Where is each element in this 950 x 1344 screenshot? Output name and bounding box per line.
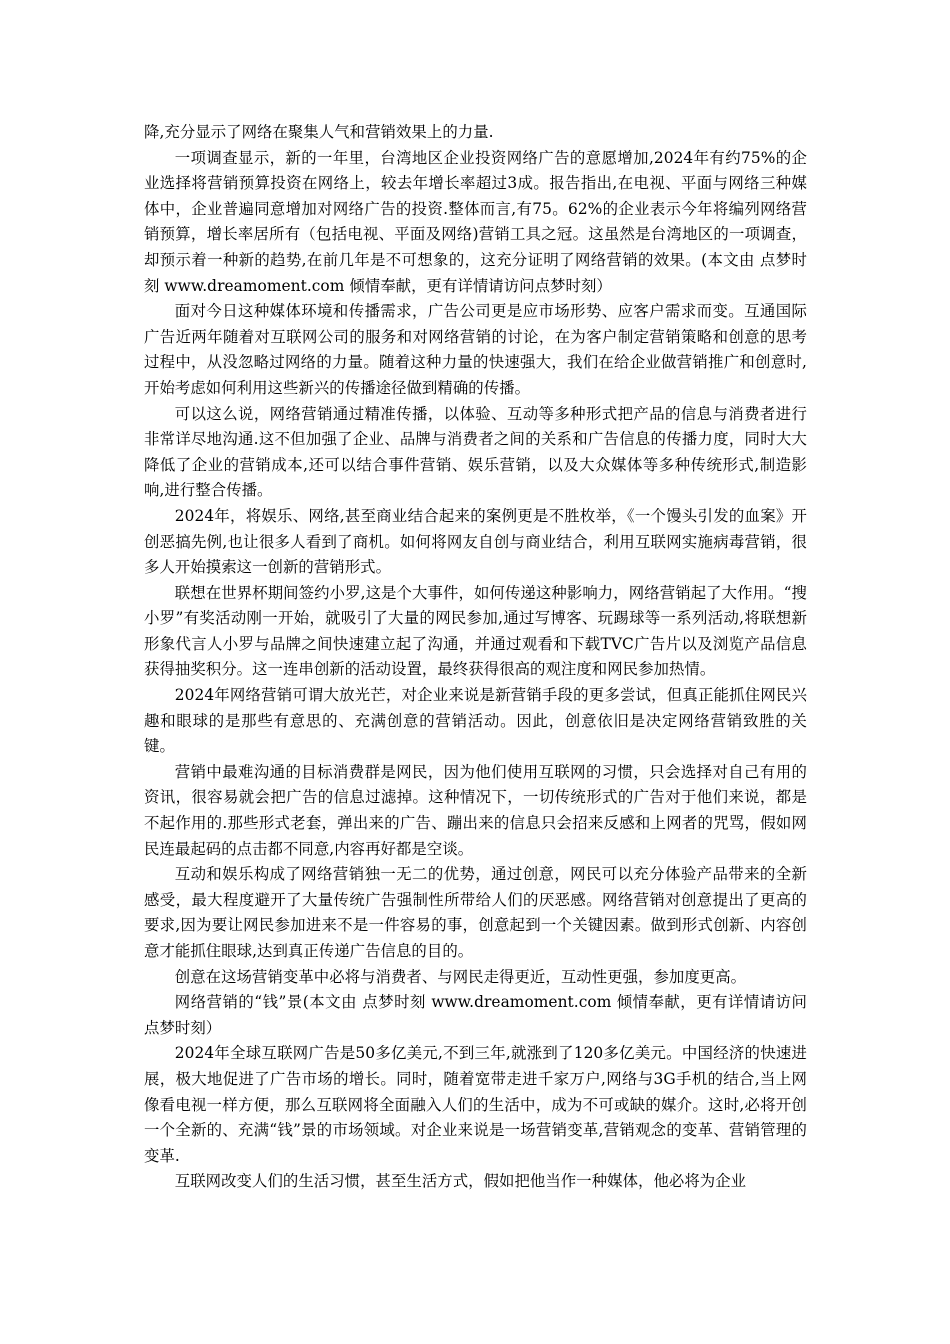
paragraph-continuation: 降,充分显示了网络在聚集人气和营销效果上的力量. (144, 123, 494, 141)
paragraph-survey: 一项调查显示，新的一年里，台湾地区企业投资网络广告的意愿增加,2024年有约75%的企业选择将营销预算投资在网络上，较去年增长率超过3成。报告指出,在电视、平面与网络三种媒体中，企业普遍同意增加对网络广告的投资.整体而言,有75。62%的企业表示今年将编列网络营销预算，增长率居所有（包括电视、平面及网络)营销工具之冠。这虽然是台湾地区的一项调查，却预示着一种新的趋势,在前几年是不可想象的，这充分证明了网络营销的效果。(本文由 点梦时刻 www.dreamoment.com 倾情奉献，更有详情请访问点梦时刻） (144, 148, 807, 295)
paragraph-entertainment: 2024年，将娱乐、网络,甚至商业结合起来的案例更是不胜枚举，《一个馒头引发的血案》开创恶搞先例,也让很多人看到了商机。如何将网友自创与商业结合，利用互联网实施病毒营销，很多人开始摸索这一创新的营销形式。 (144, 506, 807, 577)
paragraph-interaction: 互动和娱乐构成了网络营销独一无二的优势，通过创意，网民可以充分体验产品带来的全新感受，最大程度避开了大量传统广告强制性所带给人们的厌恶感。网络营销对创意提出了更高的要求,因为要让网民参加进来不是一件容易的事，创意起到一个关键因素。做到形式创新、内容创意才能抓住眼球,达到真正传递广告信息的目的。 (144, 865, 807, 960)
document-body (144, 120, 807, 1195)
paragraph-internet-lifestyle: 互联网改变人们的生活习惯，甚至生活方式，假如把他当作一种媒体，他必将为企业 (174, 1172, 747, 1191)
paragraph-netizens: 营销中最难沟通的目标消费群是网民，因为他们使用互联网的习惯，只会选择对自己有用的资讯，很容易就会把广告的信息过滤掉。这种情况下，一切传统形式的广告对于他们来说，都是不起作用的.那些形式老套，弹出来的广告、蹦出来的信息只会招来反感和上网者的咒骂，假如网民连最起码的点击都不同意,内容再好都是空谈。 (144, 762, 807, 858)
paragraph-lenovo: 联想在世界杯期间签约小罗,这是个大事件，如何传递这种影响力，网络营销起了大作用。“搜小罗”有奖活动刚一开始，就吸引了大量的网民参加,通过写博客、玩踢球等一系列活动,将联想新形象代言人小罗与品牌之间快速建立起了沟通，并通过观看和下载TVC广告片以及浏览产品信息获得抽奖积分。这一连串创新的活动设置，最终获得很高的观注度和网民参加热情。 (144, 583, 807, 679)
paragraph-2024: 2024年网络营销可谓大放光芒，对企业来说是新营销手段的更多尝试，但真正能抓住网民兴趣和眼球的是那些有意思的、充满创意的营销活动。因此，创意依旧是决定网络营销致胜的关键。 (144, 686, 807, 756)
paragraph-global-ads: 2024年全球互联网广告是50多亿美元,不到三年,就涨到了120多亿美元。中国经济的快速进展，极大地促进了广告市场的增长。同时，随着宽带走进千家万户,网络与3G手机的结合,当上网像看电视一样方便，那么互联网将全面融入人们的生活中，成为不可或缺的媒介。这时,必将开创一个全新的、充满“钱”景的市场领域。对企业来说是一场营销变革,营销观念的变革、营销管理的变革. (144, 1044, 807, 1165)
paragraph-creativity: 创意在这场营销变革中必将与消费者、与网民走得更近，互动性更强，参加度更高。 (174, 967, 747, 986)
section-heading: 网络营销的“钱”景(本文由 点梦时刻 www.dreamoment.com 倾情奉献，更有详情请访问点梦时刻） (144, 993, 807, 1037)
paragraph-precision: 可以这么说，网络营销通过精准传播，以体验、互动等多种形式把产品的信息与消费者进行非常详尽地沟通.这不但加强了企业、品牌与消费者之间的关系和广告信息的传播力度，同时大大降低了企业的营销成本,还可以结合事件营销、娱乐营销，以及大众媒体等多种传统形式,制造影响,进行整合传播。 (144, 404, 807, 500)
paragraph-agency: 面对今日这种媒体环境和传播需求，广告公司更是应市场形势、应客户需求而变。互通国际广告近两年随着对互联网公司的服务和对网络营销的讨论，在为客户制定营销策略和创意的思考过程中，从没忽略过网络的力量。随着这种力量的快速强大，我们在给企业做营销推广和创意时,开始考虑如何利用这些新兴的传播途径做到精确的传播。 (144, 302, 807, 397)
